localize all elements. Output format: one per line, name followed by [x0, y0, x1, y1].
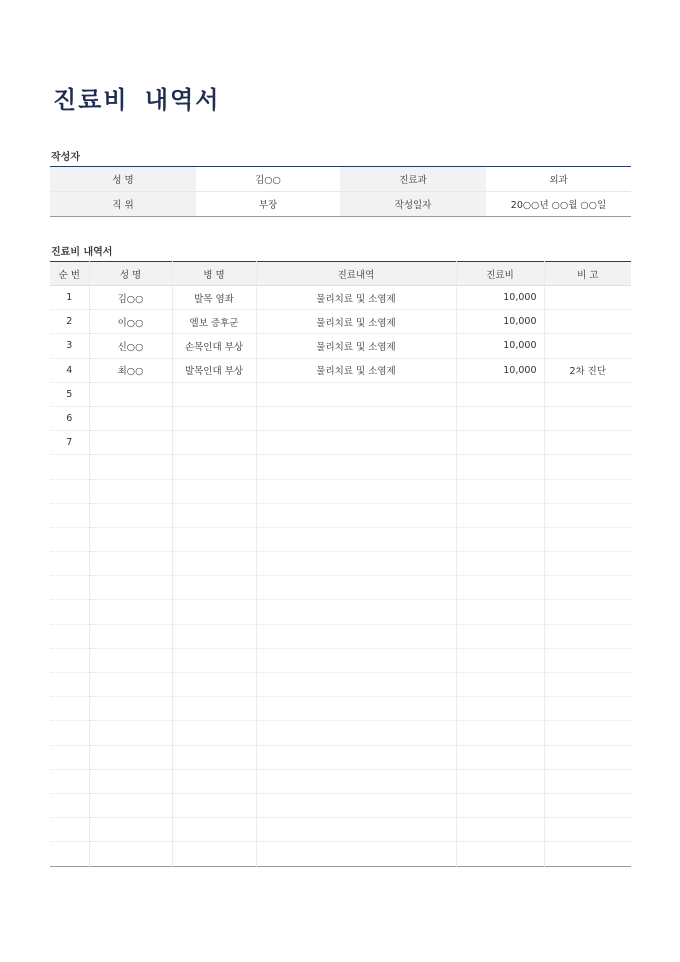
cell-no [50, 648, 89, 672]
cell-note [544, 769, 631, 793]
detail-table-body [50, 286, 631, 867]
cell-name [89, 624, 172, 648]
cell-fee [456, 406, 544, 430]
cell-treatment [256, 455, 456, 479]
cell-disease [172, 745, 256, 769]
cell-treatment: 물리치료 및 소염제 [256, 310, 456, 334]
cell-name [89, 576, 172, 600]
table-row [50, 769, 631, 793]
cell-no [50, 769, 89, 793]
cell-no [50, 842, 89, 866]
cell-note [544, 842, 631, 866]
writer-label: 작성일자 [340, 192, 486, 217]
cell-name [89, 479, 172, 503]
cell-name [89, 552, 172, 576]
cell-treatment [256, 673, 456, 697]
cell-fee [456, 648, 544, 672]
cell-note [544, 455, 631, 479]
cell-name: 김○○ [89, 286, 172, 310]
cell-treatment: 물리치료 및 소염제 [256, 334, 456, 358]
table-row [50, 382, 631, 406]
column-header: 병 명 [172, 262, 256, 286]
cell-fee [456, 793, 544, 817]
cell-fee [456, 745, 544, 769]
writer-label: 진료과 [340, 167, 486, 192]
cell-treatment [256, 818, 456, 842]
detail-table [50, 261, 631, 867]
cell-no: 4 [50, 358, 89, 382]
writer-value: 외과 [549, 175, 568, 186]
cell-disease [172, 431, 256, 455]
cell-fee [456, 721, 544, 745]
cell-disease [172, 576, 256, 600]
cell-name [89, 431, 172, 455]
cell-disease [172, 842, 256, 866]
column-header: 비 고 [544, 262, 631, 286]
cell-no: 6 [50, 406, 89, 430]
cell-treatment [256, 793, 456, 817]
cell-disease [172, 697, 256, 721]
cell-disease: 손목인대 부상 [172, 334, 256, 358]
cell-disease [172, 648, 256, 672]
cell-disease [172, 793, 256, 817]
cell-name [89, 648, 172, 672]
table-row [50, 673, 631, 697]
cell-fee [456, 600, 544, 624]
cell-no [50, 527, 89, 551]
cell-treatment [256, 624, 456, 648]
cell-no: 5 [50, 382, 89, 406]
cell-name [89, 818, 172, 842]
cell-note [544, 527, 631, 551]
cell-disease: 엘보 증후군 [172, 310, 256, 334]
cell-no [50, 673, 89, 697]
cell-fee [456, 479, 544, 503]
cell-name [89, 769, 172, 793]
cell-treatment [256, 479, 456, 503]
writer-table-body [50, 167, 631, 217]
table-row [50, 793, 631, 817]
table-row [50, 842, 631, 866]
cell-no: 3 [50, 334, 89, 358]
column-header: 진료내역 [256, 262, 456, 286]
cell-disease [172, 406, 256, 430]
cell-name: 신○○ [89, 334, 172, 358]
column-header: 진료비 [456, 262, 544, 286]
cell-disease [172, 382, 256, 406]
cell-fee: 10,000 [456, 334, 544, 358]
document-title: 진료비 내역서 [53, 86, 221, 114]
writer-table [50, 166, 631, 217]
detail-section-label: 진료비 내역서 [51, 247, 113, 258]
table-row [50, 818, 631, 842]
cell-no [50, 576, 89, 600]
cell-no [50, 697, 89, 721]
cell-note [544, 600, 631, 624]
cell-no [50, 479, 89, 503]
cell-fee [456, 455, 544, 479]
cell-fee [456, 552, 544, 576]
cell-treatment [256, 431, 456, 455]
cell-name: 최○○ [89, 358, 172, 382]
cell-treatment: 물리치료 및 소염제 [256, 358, 456, 382]
cell-fee [456, 576, 544, 600]
cell-name [89, 503, 172, 527]
cell-no [50, 793, 89, 817]
cell-disease [172, 818, 256, 842]
cell-disease: 발목인대 부상 [172, 358, 256, 382]
table-row [50, 286, 631, 310]
cell-name: 이○○ [89, 310, 172, 334]
cell-treatment [256, 382, 456, 406]
cell-no [50, 721, 89, 745]
table-row [50, 527, 631, 551]
cell-disease [172, 503, 256, 527]
cell-name [89, 745, 172, 769]
writer-value: 부장 [196, 192, 340, 217]
table-row [50, 697, 631, 721]
cell-fee [456, 527, 544, 551]
cell-treatment [256, 576, 456, 600]
cell-note [544, 818, 631, 842]
writer-value: 20○○년 ○○월 ○○일 [486, 192, 631, 217]
cell-no: 1 [50, 286, 89, 310]
cell-fee: 10,000 [456, 358, 544, 382]
writer-value: 김○○ [255, 175, 281, 186]
cell-fee [456, 697, 544, 721]
cell-note [544, 406, 631, 430]
writer-label: 직 위 [50, 192, 196, 217]
cell-treatment [256, 552, 456, 576]
table-row [50, 745, 631, 769]
cell-disease [172, 624, 256, 648]
cell-note [544, 479, 631, 503]
cell-note [544, 697, 631, 721]
cell-note [544, 648, 631, 672]
cell-name [89, 793, 172, 817]
cell-no [50, 745, 89, 769]
cell-disease: 발목 염좌 [172, 286, 256, 310]
table-row [50, 721, 631, 745]
cell-disease [172, 455, 256, 479]
cell-disease [172, 673, 256, 697]
cell-note [544, 721, 631, 745]
cell-no [50, 600, 89, 624]
cell-treatment [256, 745, 456, 769]
cell-no [50, 818, 89, 842]
cell-note [544, 286, 631, 310]
table-row [50, 334, 631, 358]
writer-row [50, 192, 631, 217]
cell-treatment [256, 769, 456, 793]
cell-treatment [256, 697, 456, 721]
cell-name [89, 600, 172, 624]
cell-no [50, 455, 89, 479]
table-row [50, 624, 631, 648]
cell-disease [172, 527, 256, 551]
table-row [50, 552, 631, 576]
cell-fee: 10,000 [456, 310, 544, 334]
table-row [50, 358, 631, 382]
cell-name [89, 406, 172, 430]
cell-no: 2 [50, 310, 89, 334]
cell-treatment [256, 600, 456, 624]
table-row [50, 503, 631, 527]
cell-disease [172, 479, 256, 503]
cell-disease [172, 552, 256, 576]
cell-disease [172, 600, 256, 624]
cell-fee [456, 503, 544, 527]
cell-name [89, 697, 172, 721]
table-row [50, 479, 631, 503]
cell-note [544, 382, 631, 406]
cell-note [544, 552, 631, 576]
table-row [50, 431, 631, 455]
cell-fee [456, 769, 544, 793]
column-header: 순 번 [50, 262, 89, 286]
cell-disease [172, 721, 256, 745]
cell-name [89, 673, 172, 697]
writer-row [50, 167, 631, 192]
cell-fee: 10,000 [456, 286, 544, 310]
writer-label: 성 명 [50, 167, 196, 192]
cell-treatment [256, 527, 456, 551]
writer-section-label: 작성자 [51, 152, 80, 163]
table-row [50, 648, 631, 672]
table-row [50, 600, 631, 624]
cell-note [544, 624, 631, 648]
cell-note [544, 334, 631, 358]
cell-name [89, 455, 172, 479]
cell-name [89, 382, 172, 406]
table-row [50, 576, 631, 600]
cell-note [544, 310, 631, 334]
cell-note [544, 745, 631, 769]
cell-note [544, 503, 631, 527]
cell-treatment [256, 406, 456, 430]
cell-note [544, 431, 631, 455]
cell-no [50, 552, 89, 576]
cell-note [544, 793, 631, 817]
detail-table-header-row [50, 262, 631, 286]
table-row [50, 406, 631, 430]
cell-no: 7 [50, 431, 89, 455]
cell-fee [456, 818, 544, 842]
cell-fee [456, 431, 544, 455]
cell-note [544, 673, 631, 697]
cell-treatment: 물리치료 및 소염제 [256, 286, 456, 310]
table-row [50, 310, 631, 334]
cell-treatment [256, 648, 456, 672]
cell-name [89, 527, 172, 551]
cell-note [544, 576, 631, 600]
cell-no [50, 624, 89, 648]
cell-fee [456, 624, 544, 648]
cell-treatment [256, 503, 456, 527]
cell-name [89, 721, 172, 745]
table-row [50, 455, 631, 479]
cell-note: 2차 진단 [544, 358, 631, 382]
cell-name [89, 842, 172, 866]
cell-treatment [256, 842, 456, 866]
cell-fee [456, 842, 544, 866]
cell-disease [172, 769, 256, 793]
column-header: 성 명 [89, 262, 172, 286]
cell-treatment [256, 721, 456, 745]
cell-fee [456, 673, 544, 697]
cell-fee [456, 382, 544, 406]
cell-no [50, 503, 89, 527]
